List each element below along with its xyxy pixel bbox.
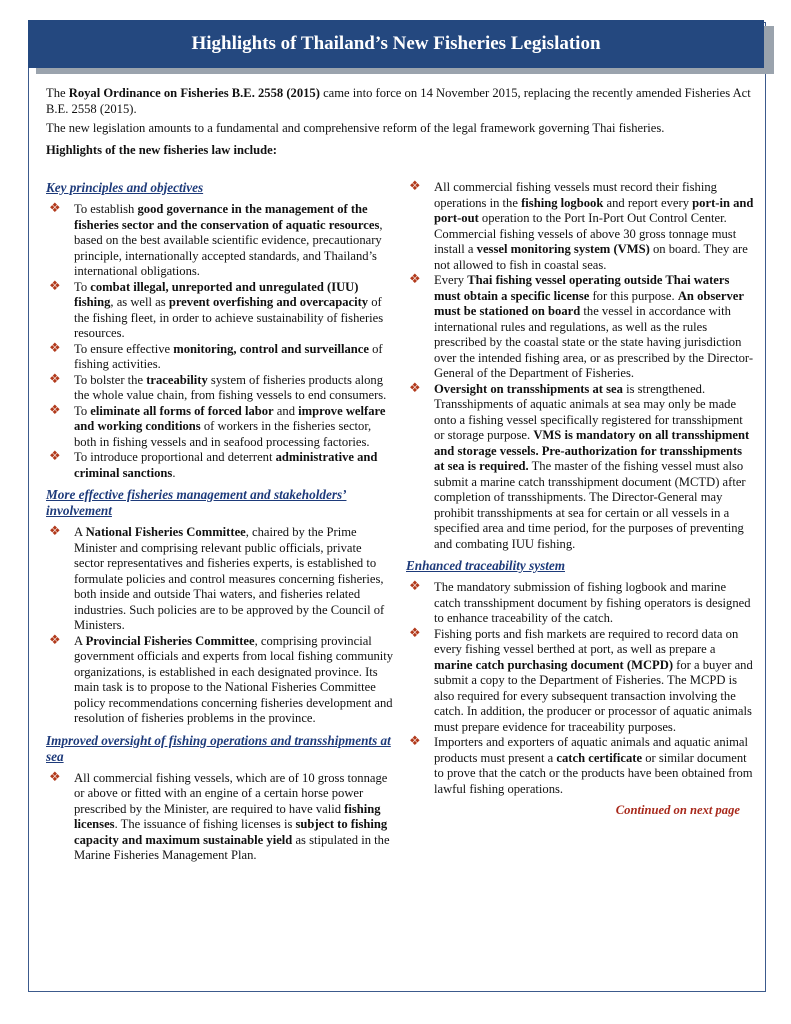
list-item bbox=[46, 373, 394, 404]
emphasis-text: improve welfare and working conditions bbox=[74, 403, 386, 433]
item-text: All commercial fishing vessels, which are of 10 gross tonnage or above or fitted with an engine of a certain horse power prescribed by the Minister, are required to have valid bbox=[74, 770, 388, 816]
item-text: . bbox=[172, 465, 176, 480]
traceability-list bbox=[406, 580, 754, 797]
item-text: , chaired by the Prime Minister and comprising relevant public officials, private sector representatives and fisheries experts, is established to formulate policies and control measures concerning fisheries, both inside and outside Thai waters, and fisheries related industries. Such policies are to be approved by the Council of Ministers. bbox=[74, 525, 385, 632]
emphasis-text: eliminate all forms of forced labor bbox=[90, 403, 274, 418]
section-heading-oversight: Improved oversight of fishing operations and transshipments at sea bbox=[46, 732, 391, 764]
diamond-bullet-icon: ❖ bbox=[409, 625, 421, 641]
emphasis-text: marine catch purchasing document (MCPD) bbox=[434, 657, 674, 672]
list-item bbox=[406, 627, 754, 736]
list-item bbox=[406, 580, 754, 627]
list-item bbox=[46, 280, 394, 342]
item-text: A bbox=[74, 525, 86, 539]
section-heading-traceability: Enhanced traceability system bbox=[406, 558, 565, 573]
emphasis-text: An observer must be stationed on board bbox=[434, 288, 744, 318]
emphasis-text: subject to fishing capacity and maximum sustainable yield bbox=[74, 817, 388, 847]
diamond-bullet-icon: ❖ bbox=[49, 402, 61, 418]
emphasis-text: fishing logbook bbox=[521, 195, 604, 210]
item-text: as stipulated in the Marine Fisheries Management Plan. bbox=[74, 832, 390, 862]
key-principles-list bbox=[46, 202, 394, 481]
intro-paragraph-2: The new legislation amounts to a fundamental and comprehensive reform of the legal framework governing Thai fisheries. bbox=[46, 121, 665, 136]
right-column bbox=[406, 180, 754, 819]
item-text: and report every bbox=[603, 195, 693, 210]
list-item bbox=[46, 450, 394, 481]
diamond-bullet-icon: ❖ bbox=[409, 734, 421, 749]
oversight-list-left bbox=[46, 771, 394, 864]
item-text: Fishing ports and fish markets are required to record data on every fishing vessel berthed at port, as well as prepare a bbox=[434, 626, 739, 656]
diamond-bullet-icon: ❖ bbox=[49, 632, 61, 648]
item-text: on board. They are not allowed to fish in coastal seas. bbox=[434, 242, 748, 272]
diamond-bullet-icon: ❖ bbox=[49, 278, 61, 294]
list-item bbox=[46, 525, 394, 634]
item-text: To bbox=[74, 403, 91, 418]
emphasis-text: VMS is mandatory on all transshipment and storage vessels. Pre-authorization for transshipments at sea is required. bbox=[434, 428, 750, 473]
item-text: the vessel in accordance with international rules and regulations, as well as the rules prescribed by the coastal state or the state having jurisdiction over the intended fishing area, or as prescribed by the Director-General of the Department of Fisheries. bbox=[434, 304, 754, 380]
section-heading-management: More effective fisheries management and stakeholders’ involvement bbox=[46, 487, 347, 518]
emphasis-text: monitoring, control and surveillance bbox=[173, 341, 369, 356]
intro-text: The bbox=[46, 86, 69, 100]
list-item bbox=[406, 735, 754, 797]
list-item bbox=[46, 634, 394, 727]
item-text: To introduce proportional and deterrent bbox=[74, 450, 276, 464]
item-text: of the fishing fleet, in order to achieve sustainability of fisheries resources. bbox=[74, 295, 384, 340]
emphasis-text: port-in and port-out bbox=[434, 195, 754, 225]
emphasis-text: combat illegal, unreported and unregulated (IUU) fishing bbox=[74, 279, 359, 309]
page-title: Highlights of Thailand’s New Fisheries Legislation bbox=[28, 20, 764, 68]
item-text: of fishing activities. bbox=[74, 341, 383, 371]
highlights-label: Highlights of the new fisheries law include: bbox=[46, 142, 277, 157]
emphasis-text: administrative and criminal sanctions bbox=[74, 450, 378, 480]
continued-note: Continued on next page bbox=[615, 803, 740, 817]
intro-paragraph-1 bbox=[46, 86, 756, 117]
diamond-bullet-icon: ❖ bbox=[409, 179, 421, 194]
diamond-bullet-icon: ❖ bbox=[409, 272, 421, 287]
item-text: A bbox=[74, 633, 86, 648]
emphasis-text: fishing licenses bbox=[74, 801, 381, 831]
list-item bbox=[46, 771, 394, 864]
item-text: for a buyer and submit a copy to the Department of Fisheries. The MCPD is also required for every subsequent transaction involving the catch. In addition, the producer or processor of aquatic animals must prepare evidence for traceability purposes. bbox=[434, 657, 753, 734]
diamond-bullet-icon: ❖ bbox=[49, 371, 61, 387]
item-text: To bbox=[74, 279, 91, 294]
emphasis-text: traceability bbox=[146, 372, 208, 387]
left-column bbox=[46, 180, 394, 870]
emphasis-text: prevent overfishing and overcapacity bbox=[168, 295, 369, 309]
item-text: To establish bbox=[74, 202, 138, 216]
emphasis-text: Thai fishing vessel operating outside Thai waters must obtain a specific license bbox=[434, 273, 730, 303]
intro bbox=[46, 86, 756, 162]
item-text: All commercial fishing vessels must record their fishing operations in the bbox=[434, 180, 717, 210]
intro-text: came into force on 14 November 2015, replacing the recently amended Fisheries Act B.E. 2558 (2015). bbox=[46, 86, 751, 116]
emphasis-text: catch certificate bbox=[556, 750, 643, 765]
diamond-bullet-icon: ❖ bbox=[409, 579, 421, 594]
emphasis-text: Oversight on transshipments at sea bbox=[434, 381, 623, 396]
list-item bbox=[406, 180, 754, 273]
diamond-bullet-icon: ❖ bbox=[49, 769, 61, 785]
item-text: , as well as bbox=[110, 295, 169, 309]
diamond-bullet-icon: ❖ bbox=[49, 340, 61, 356]
oversight-list-right bbox=[406, 180, 754, 552]
list-item bbox=[406, 382, 754, 553]
item-text: Every bbox=[434, 273, 468, 287]
item-text: and bbox=[273, 403, 299, 418]
item-text: To ensure effective bbox=[74, 341, 174, 356]
diamond-bullet-icon: ❖ bbox=[49, 449, 61, 464]
emphasis-text: National Fisheries Committee bbox=[85, 525, 246, 539]
intro-ordinance-name: Royal Ordinance on Fisheries B.E. 2558 (2015) bbox=[68, 86, 320, 100]
emphasis-text: Provincial Fisheries Committee bbox=[85, 633, 255, 648]
list-item bbox=[46, 342, 394, 373]
emphasis-text: good governance in the management of the fisheries sector and the conservation of aquatic resources bbox=[74, 202, 380, 232]
item-text: of workers in the fisheries sector, both in fishing vessels and in seafood processing factories. bbox=[74, 419, 372, 449]
item-text: system of fisheries products along the whole value chain, from fishing vessels to end consumers. bbox=[74, 372, 387, 402]
diamond-bullet-icon: ❖ bbox=[49, 524, 61, 539]
item-text: The mandatory submission of fishing logbook and marine catch transshipment document by fishing operators is designed to enhance traceability of the catch. bbox=[434, 580, 751, 625]
management-list bbox=[46, 525, 394, 727]
item-text: The master of the fishing vessel must also submit a marine catch transshipment document (MCTD) after completion of transshipments. The Director-General may prohibit transshipments at sea for certain or all vessels in a specified area and time period, for the purposes of preventing and combating IUU fishing. bbox=[434, 459, 746, 551]
item-text: for this purpose. bbox=[589, 288, 678, 303]
item-text: . The issuance of fishing licenses is bbox=[114, 817, 296, 831]
item-text: , based on the best available scientific evidence, precautionary principle, internationally accepted standards, and Thailand’s international obligations. bbox=[74, 217, 383, 278]
item-text: is strengthened. Transshipments of aquatic animals at sea may only be made onto a fishing vessel specifically registered for transshipment or storage purpose. bbox=[434, 381, 743, 442]
section-heading-key-principles: Key principles and objectives bbox=[46, 180, 204, 195]
diamond-bullet-icon: ❖ bbox=[49, 201, 61, 216]
item-text: or similar document to prove that the catch or the products have been obtained from lawful fishing operations. bbox=[434, 750, 753, 796]
item-text: operation to the Port In-Port Out Control Center. Commercial fishing vessels of above 30 gross tonnage must install a bbox=[434, 211, 737, 256]
list-item bbox=[46, 202, 394, 280]
diamond-bullet-icon: ❖ bbox=[409, 380, 421, 396]
item-text: Importers and exporters of aquatic animals and aquatic animal products must present a bbox=[434, 735, 749, 765]
item-text: , comprising provincial government officials and experts from local fishing community organizations, is established in each designated province. Its main task is to propose to the National Fisheries Committee policy recommendations concerning fisheries development and resolution of fisheries problems in the province. bbox=[74, 633, 394, 725]
list-item bbox=[46, 404, 394, 451]
item-text: To bolster the bbox=[74, 372, 147, 387]
emphasis-text: vessel monitoring system (VMS) bbox=[476, 242, 650, 256]
list-item bbox=[406, 273, 754, 382]
